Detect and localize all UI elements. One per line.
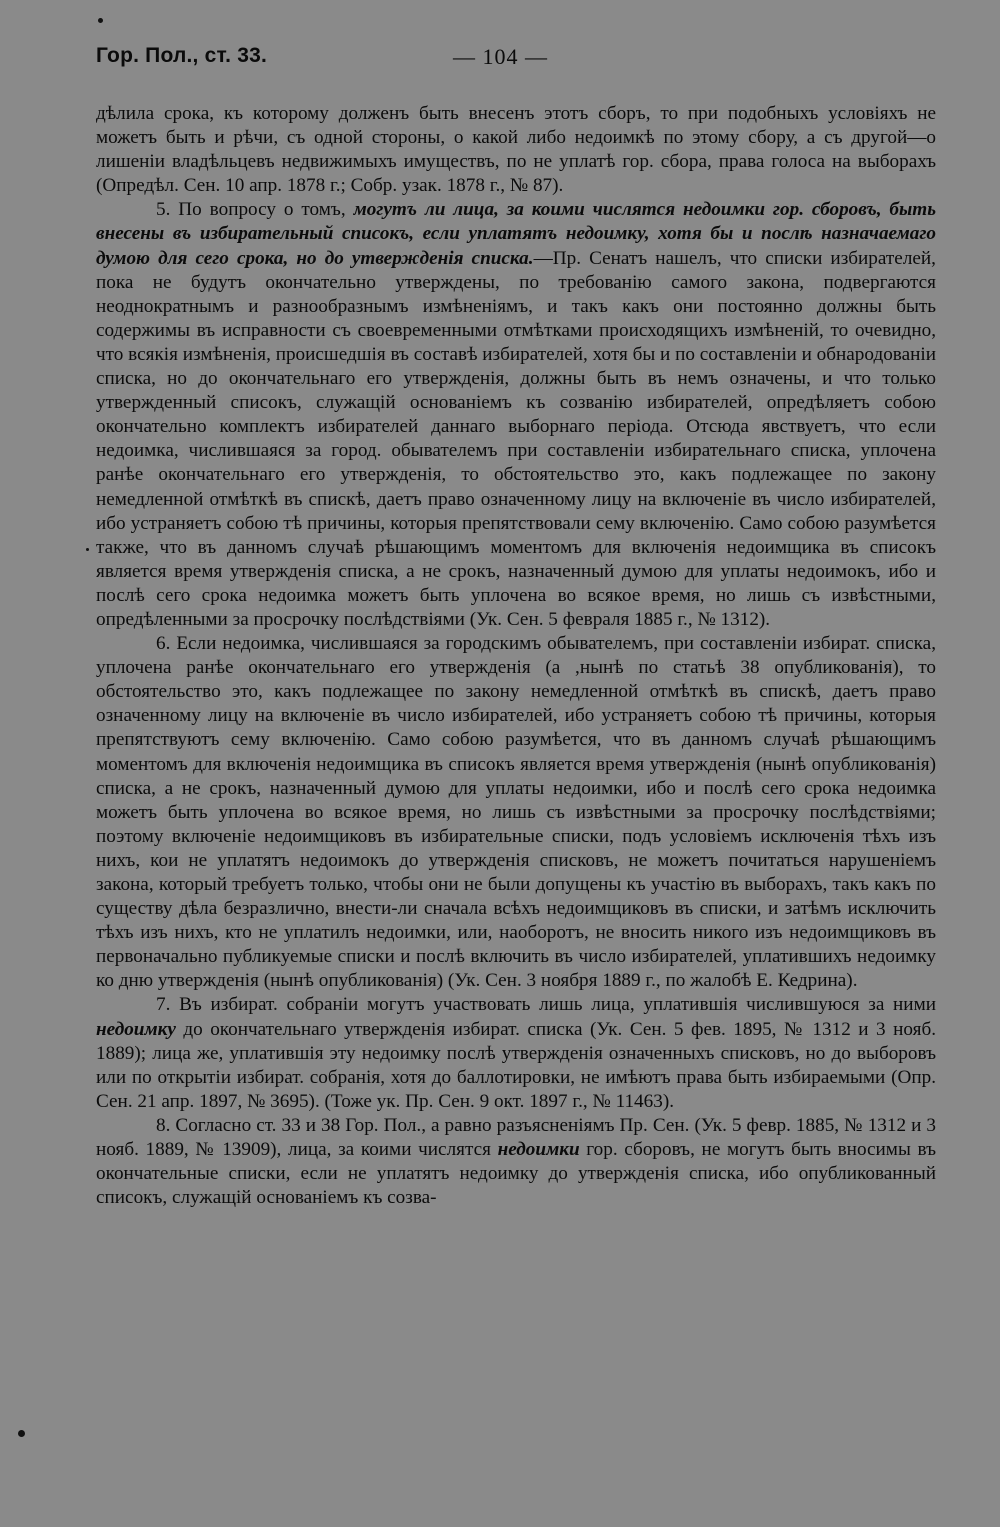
page-number: — 104 — — [453, 44, 548, 69]
text-run: 7. Въ избират. собраніи могутъ участвовать лишь лица, уплатившія числившуюся за ними — [156, 994, 936, 1016]
running-head: Гор. Пол., ст. 33. — [96, 44, 268, 67]
ink-speck-left — [18, 1430, 25, 1437]
text-run: 8. Согласно ст. 33 и 38 Гор. Пол., а равно разъясненіямъ Пр. Сен. (Ук. 5 февр. 1885, № 1312 и 3 нояб. 1889, № 13909), лица, за коими числятся — [96, 1114, 936, 1161]
text-run: гор. сборовъ, не могутъ быть вносимы въ окончательные списки, если не уплатятъ недоимку до утвержденія списка, ибо опубликованный списокъ, служащій основаніемъ къ созва- — [96, 1139, 936, 1209]
text-run: 6. Если недоимка, числившаяся за городскимъ обывателемъ, при составленіи избират. списка, уплочена ранѣе окончательнаго его утвержденія (а ,нынѣ по статьѣ 38 опубликованія), то обстоятельство это, какъ подлежащее по закону немедленной отмѣткѣ въ спискѣ, даетъ право означенному лицу на включеніе въ число избирателей, ибо устраняетъ собою тѣ причины, которыя препятствуютъ сему включенію. Само собою разумѣется, что въ данномъ случаѣ рѣшающимъ моментомъ для включенія недоимщика въ списокъ является время утвержденія (нынѣ опубликованія) списка, а не срокъ, назначенный думою для уплаты недоимки, ибо и послѣ сего срока недоимка можетъ быть уплочена во всякое время, но лишь съ извѣстными за просрочку послѣдствіями; поэтому включеніе недоимщиковъ въ избирательные списки, подъ условіемъ исключенія тѣхъ изъ нихъ, кои не уплатятъ недоимокъ до утвержденія списковъ, не можетъ почитаться нарушеніемъ закона, который требуетъ только, чтобы они не были допущены къ участію въ выборахъ, такъ какъ по существу дѣла безразлично, внести-ли сначала всѣхъ недоимщиковъ въ списки, и затѣмъ исключить тѣхъ изъ нихъ, кто не уплатилъ недоимки, или, наоборотъ, не вносить никого изъ недоимщиковъ въ первоначально публикуемые списки и послѣ включить въ число избирателей, уплатившихъ недоимку ко дню утвержденія (нынѣ опубликованія) (Ук. Сен. 3 ноября 1889 г., по жалобѣ Е. Кедрина). — [96, 633, 936, 992]
ink-speck-top — [98, 18, 103, 23]
page-header — [96, 38, 936, 78]
paragraph-8 — [96, 1114, 936, 1210]
paragraph-5 — [96, 198, 936, 632]
ink-speck-margin — [86, 548, 89, 551]
paragraph-continuation — [96, 102, 936, 198]
text-run: до окончательнаго утвержденія избират. списка (Ук. Сен. 5 фев. 1895, № 1312 и 3 нояб. 1889); лица же, уплатившія эту недоимку послѣ утвержденія означенныхъ списковъ, но до выборовъ или по открытіи избират. собранія, хотя до баллотировки, не имѣютъ права быть избираемыми (Опр. Сен. 21 апр. 1897, № 3695). (Тоже ук. Пр. Сен. 9 окт. 1897 г., № 11463). — [96, 1018, 936, 1112]
text-run: 5. По вопросу о томъ, — [156, 199, 354, 221]
text-run: дѣлила срока, къ которому долженъ быть внесенъ этотъ сборъ, то при подобныхъ условіяхъ не можетъ быть и рѣчи, съ одной стороны, о какой либо недоимкѣ по этому сбору, а съ другой—о лишеніи владѣльцевъ недвижимыхъ имуществъ, по не уплатѣ гор. сбора, права голоса на выборахъ (Опредѣл. Сен. 10 апр. 1878 г.; Собр. узак. 1878 г., № 87). — [96, 103, 936, 197]
body-text — [96, 102, 936, 1210]
paragraph-6 — [96, 632, 936, 993]
text-run: —Пр. Сенатъ нашелъ, что списки избирателей, пока не будутъ окончательно утверждены, по требованію самого закона, подвергаются неоднократнымъ и разнообразнымъ измѣненіямъ, и такъ какъ они постоянно должны быть содержимы въ исправности съ своевременными отмѣтками происходящихъ измѣненій, то очевидно, что всякія измѣненія, происшедшія въ составѣ избирателей, хотя бы и по составленіи и обнародованіи списка, но до окончательнаго его утвержденія, должны быть въ немъ означены, и что только утвержденный списокъ, служащій основаніемъ къ созванію избирателей, опредѣляетъ собою окончательно комплектъ избирателей даннаго выборнаго періода. Отсюда явствуетъ, что если недоимка, числившаяся за город. обывателемъ при составленіи избирательнаго списка, уплочена ранѣе окончательнаго его утвержденія, то обстоятельство это, какъ подлежащее по закону немедленной отмѣткѣ въ спискѣ, даетъ право означенному лицу на включеніе въ число избирателей, ибо устраняетъ собою тѣ причины, которыя препятствовали сему включенію. Само собою разумѣется также, что въ данномъ случаѣ рѣшающимъ моментомъ для включенія недоимщика въ списокъ является время утвержденія списка, а не срокъ, назначенный думою для уплаты недоимокъ, ибо и послѣ сего срока недоимка можетъ быть уплочена во всякое время, но лишь съ извѣстными, опредѣленными за просрочку послѣдствіями (Ук. Сен. 5 февраля 1885 г., № 1312). — [96, 247, 936, 630]
paragraph-7 — [96, 993, 936, 1113]
emphasized-text: недоимку — [96, 1018, 176, 1040]
emphasized-text: могутъ ли лица, за коими числятся недоимки гор. сборовъ, быть внесены въ избирательный списокъ, если уплатятъ недоимку, хотя бы и послѣ назначаемаго думою для сего срока, но до утвержденія списка. — [96, 199, 937, 269]
emphasized-text: недоимки — [497, 1139, 580, 1161]
book-page — [96, 38, 936, 1210]
